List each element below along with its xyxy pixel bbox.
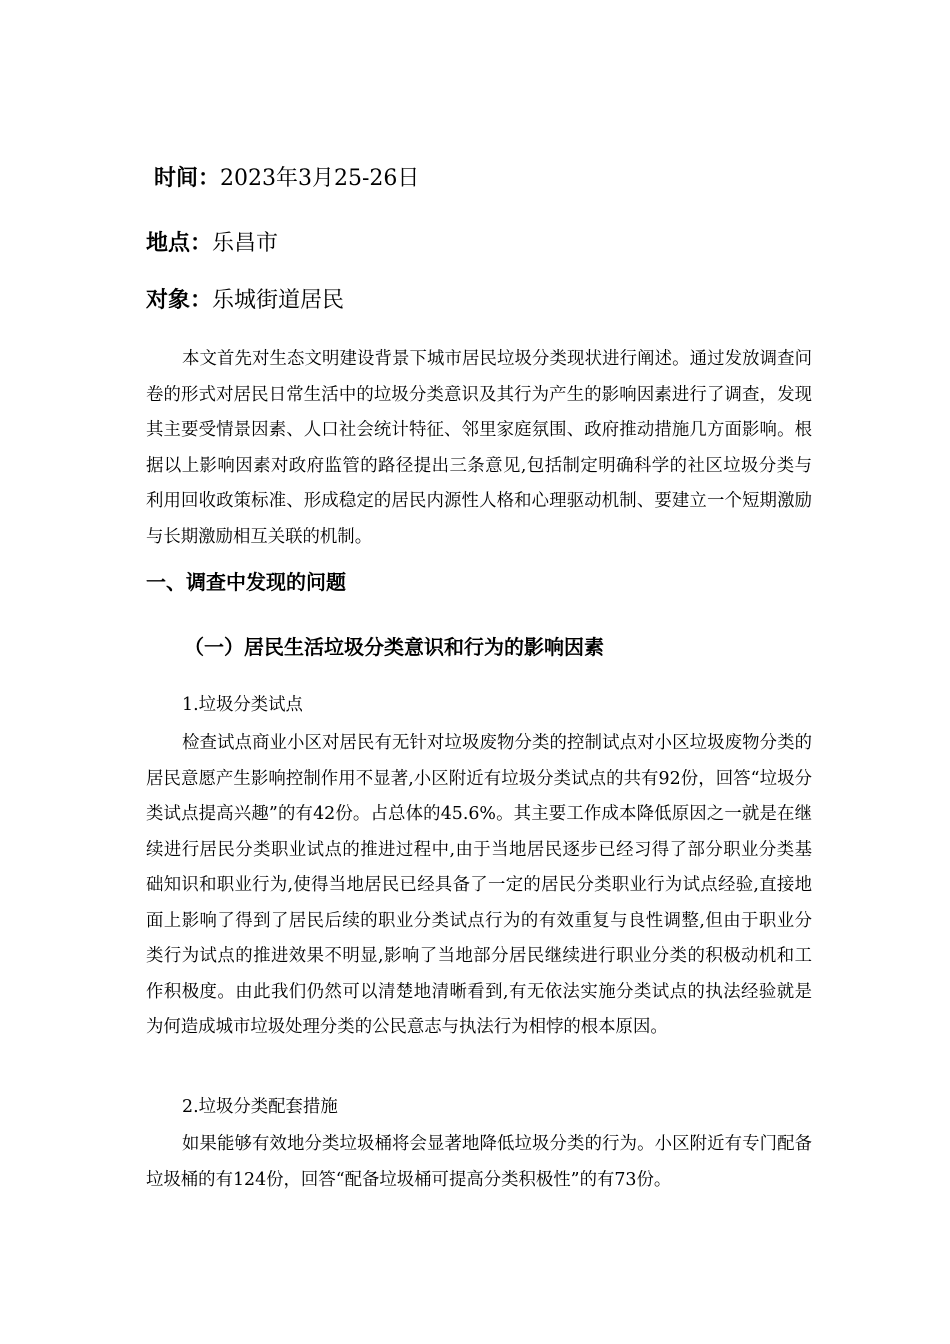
item1-paragraph: 检查试点商业小区对居民有无针对垃圾废物分类的控制试点对小区垃圾废物分类的居民意愿产生影响控制作用不显著,小区附近有垃圾分类试点的共有92份，回答“垃圾分类试点提高兴趣”的有42份。占总体的45.6%。其主要工作成本降低原因之一就是在继续进行居民分类职业试点的推进过程中,由于当地居民逐步已经习得了部分职业分类基础知识和职业行为,使得当地居民已经具备了一定的居民分类职业行为试点经验,直接地面上影响了得到了居民后续的职业分类试点行为的有效重复与良性调整,但由于职业分类行为试点的推进效果不明显,影响了当地部分居民继续进行职业分类的积极动机和工作积极度。由此我们仍然可以清楚地清晰看到,有无依法实施分类试点的执法经验就是为何造成城市垃圾处理分类的公民意志与执法行为相悖的根本原因。 <box>146 733 812 1037</box>
item2-paragraph: 如果能够有效地分类垃圾桶将会显著地降低垃圾分类的行为。小区附近有专门配备垃圾桶的有124份，回答“配备垃圾桶可提高分类积极性”的有73份。 <box>146 1134 812 1190</box>
item1-heading: 1.垃圾分类试点 <box>182 695 303 715</box>
section-heading: 一、调查中发现的问题 <box>146 570 346 594</box>
time-value: 2023年3月25-26日 <box>220 166 420 191</box>
time-line <box>154 164 419 194</box>
subsection-heading: （一）居民生活垃圾分类意识和行为的影响因素 <box>184 635 604 659</box>
place-value: 乐昌市 <box>212 231 279 256</box>
time-label: 时间： <box>154 166 221 191</box>
place-line <box>146 229 278 259</box>
item2-heading: 2.垃圾分类配套措施 <box>182 1097 338 1117</box>
target-line <box>146 286 344 316</box>
place-label: 地点： <box>146 231 213 256</box>
target-value: 乐城街道居民 <box>212 288 345 313</box>
abstract-paragraph: 本文首先对生态文明建设背景下城市居民垃圾分类现状进行阐述。通过发放调查问卷的形式对居民日常生活中的垃圾分类意识及其行为产生的影响因素进行了调查，发现其主要受情景因素、人口社会统计特征、邻里家庭氛围、政府推动措施几方面影响。根据以上影响因素对政府监管的路径提出三条意见,包括制定明确科学的社区垃圾分类与利用回收政策标准、形成稳定的居民内源性人格和心理驱动机制、要建立一个短期激励与长期激励相互关联的机制。 <box>146 349 812 547</box>
target-label: 对象： <box>146 288 213 313</box>
